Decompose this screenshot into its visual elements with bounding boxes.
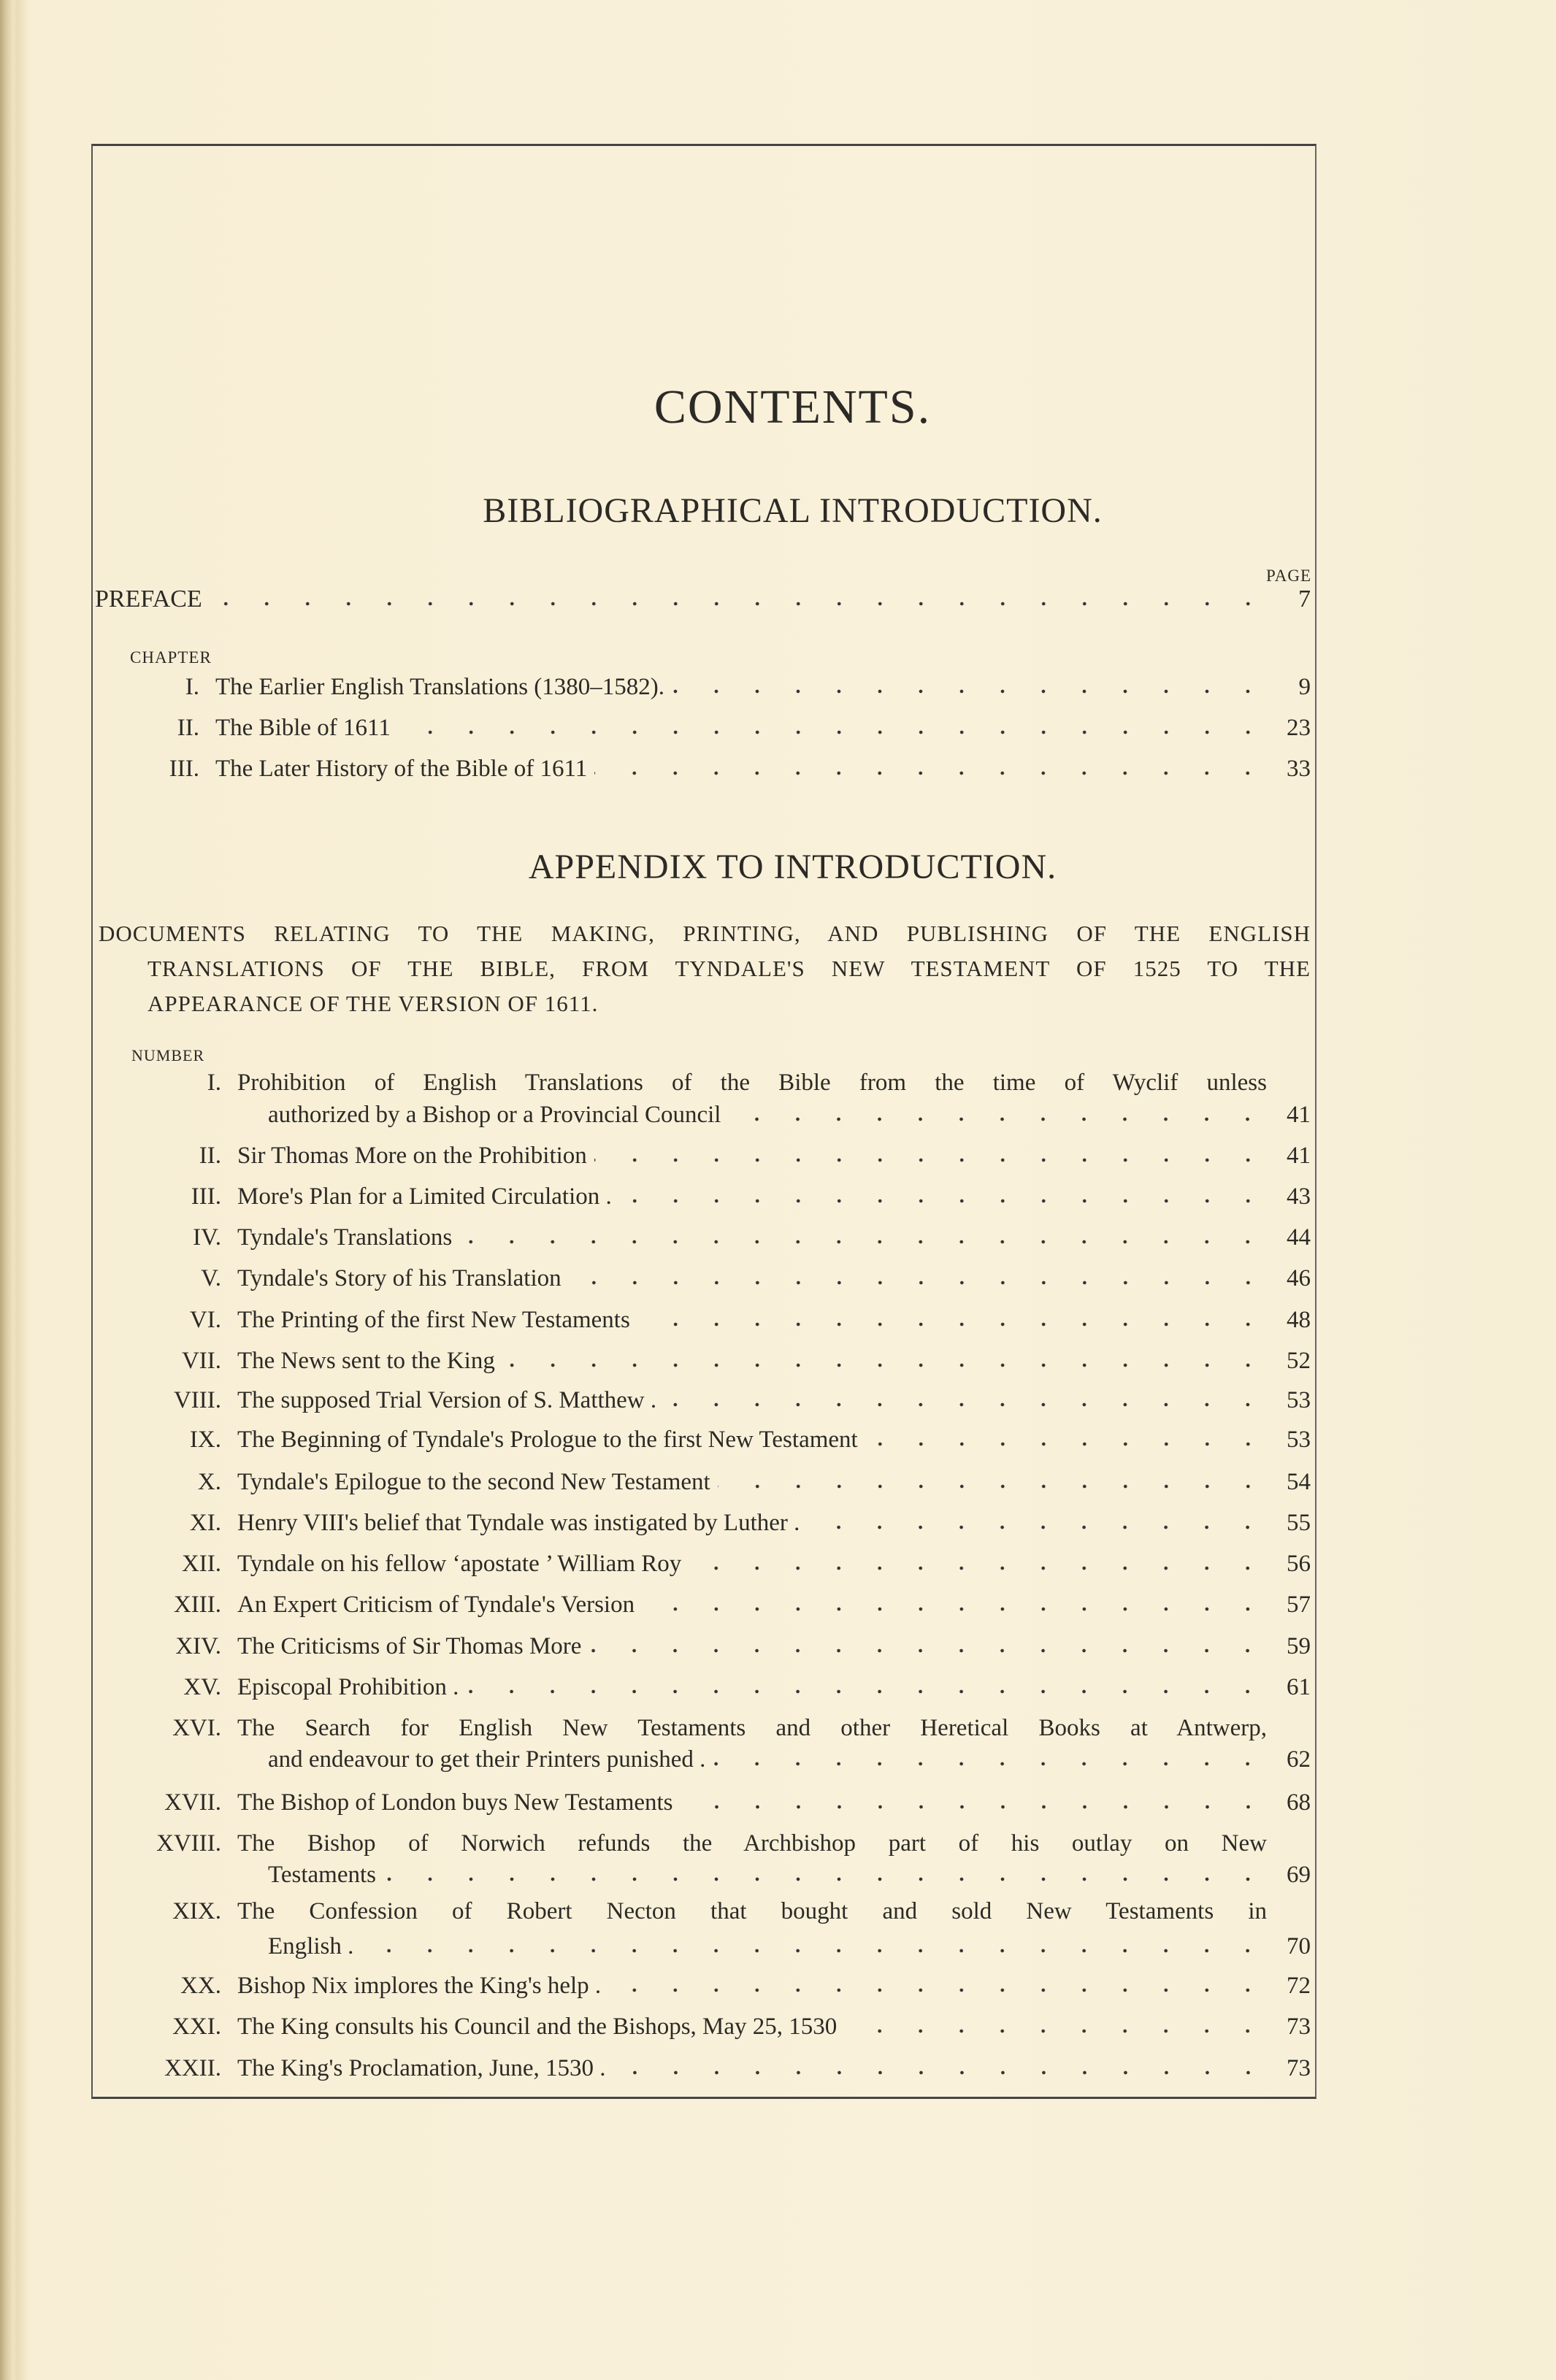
toc-entry[interactable]	[95, 1589, 1311, 1620]
entry-number: XXI.	[172, 2014, 221, 2040]
dot-leader	[713, 1761, 1268, 1767]
toc-entry[interactable]	[95, 1424, 1311, 1455]
entry-page: 53	[1287, 1387, 1311, 1413]
dot-leader	[466, 1689, 1268, 1694]
entry-title: Tyndale's Story of his Translation	[237, 1265, 562, 1291]
toc-entry[interactable]	[95, 1931, 1311, 1962]
toc-entry-preface[interactable]	[95, 584, 1311, 615]
entry-title: The Bishop of London buys New Testaments	[237, 1789, 673, 1816]
dot-leader	[807, 1524, 1268, 1530]
dot-leader	[664, 1402, 1268, 1408]
entry-page: 73	[1287, 2014, 1311, 2040]
entry-number: I.	[207, 1070, 221, 1096]
toc-entry[interactable]	[95, 1385, 1311, 1416]
entry-number: VI.	[189, 1307, 221, 1333]
dot-leader	[681, 1804, 1268, 1810]
entry-page: 62	[1287, 1746, 1311, 1773]
toc-entry[interactable]	[95, 1970, 1311, 2001]
entry-number: III.	[169, 756, 199, 782]
entry-number: IV.	[193, 1224, 221, 1251]
entry-title: More's Plan for a Limited Circulation .	[237, 1183, 612, 1210]
entry-title: Tyndale's Translations	[237, 1224, 453, 1251]
section-heading-appendix: APPENDIX TO INTRODUCTION.	[528, 848, 1057, 886]
toc-entry[interactable]	[95, 1859, 1311, 1890]
dot-leader	[728, 1116, 1268, 1122]
entry-title: The Bishop of Norwich refunds the Archbishop part of his outlay on New	[237, 1830, 1267, 1857]
entry-page: 73	[1287, 2055, 1311, 2081]
description-line: TRANSLATIONS OF THE BIBLE, FROM TYNDALE'S NEW TESTAMENT OF 1525 TO THE	[147, 956, 1311, 981]
entry-title: The King's Proclamation, June, 1530 .	[237, 2055, 606, 2081]
toc-entry[interactable]	[95, 1787, 1311, 1818]
entry-number: II.	[177, 715, 199, 741]
entry-page: 61	[1287, 1674, 1311, 1700]
entry-page: 43	[1287, 1183, 1311, 1210]
toc-entry[interactable]	[95, 1713, 1311, 1743]
entry-number: XIV.	[175, 1633, 221, 1659]
entry-number: III.	[191, 1183, 221, 1210]
entry-number: XV.	[183, 1674, 221, 1700]
entry-title: The Criticisms of Sir Thomas More	[237, 1633, 582, 1659]
entry-number: I.	[185, 674, 199, 700]
toc-entry[interactable]	[95, 1828, 1311, 1859]
entry-title: Prohibition of English Translations of the Bible from the time of Wyclif unless	[237, 1070, 1267, 1096]
entry-page: 48	[1287, 1307, 1311, 1333]
dot-leader	[569, 1280, 1268, 1286]
entry-page: 54	[1287, 1469, 1311, 1495]
entry-title: Tyndale's Epilogue to the second New Testament	[237, 1469, 710, 1495]
entry-title: Episcopal Prohibition .	[237, 1674, 459, 1700]
page-column-label: PAGE	[1266, 567, 1311, 585]
dot-leader	[502, 1362, 1268, 1368]
appendix-description	[99, 916, 1311, 1021]
dot-leader	[594, 770, 1268, 776]
toc-entry[interactable]	[95, 1140, 1311, 1171]
dot-leader	[608, 1987, 1268, 1993]
toc-entry[interactable]	[95, 1508, 1311, 1538]
entry-number: VII.	[181, 1348, 221, 1374]
entry-page: 68	[1287, 1789, 1311, 1816]
entry-page: 7	[1298, 586, 1311, 613]
entry-number: XVIII.	[156, 1830, 221, 1857]
entry-page: 57	[1287, 1592, 1311, 1618]
entry-number: XII.	[181, 1551, 221, 1577]
entry-title: The King consults his Council and the Bishops, May 25, 1530	[237, 2014, 838, 2040]
dot-leader	[844, 2028, 1268, 2034]
dot-leader	[594, 1157, 1268, 1163]
entry-title: The supposed Trial Version of S. Matthew .	[237, 1387, 657, 1413]
entry-title: The Earlier English Translations (1380–1582).	[215, 674, 665, 700]
number-column-label: NUMBER	[131, 1046, 205, 1064]
entry-title: The Confession of Robert Necton that bought and sold New Testaments in	[237, 1898, 1267, 1924]
entry-title: The Printing of the first New Testaments	[237, 1307, 630, 1333]
entry-number: XI.	[189, 1510, 221, 1536]
toc-entry[interactable]	[95, 1099, 1311, 1130]
entry-number: XIII.	[173, 1592, 221, 1618]
entry-title: Testaments	[268, 1862, 376, 1888]
entry-title: Tyndale on his fellow ‘apostate ’ William Roy	[237, 1551, 682, 1577]
toc-entry[interactable]	[95, 1548, 1311, 1579]
dot-leader	[672, 688, 1268, 694]
dot-leader	[210, 601, 1268, 607]
toc-entry[interactable]	[95, 713, 1311, 743]
dot-leader	[383, 1876, 1268, 1882]
entry-title: An Expert Criticism of Tyndale's Version	[237, 1592, 635, 1618]
dot-leader	[361, 1948, 1268, 1954]
description-line: APPEARANCE OF THE VERSION OF 1611.	[147, 991, 599, 1016]
entry-number: XVII.	[164, 1789, 221, 1816]
page-title: CONTENTS.	[654, 380, 932, 434]
dot-leader	[637, 1321, 1268, 1327]
entry-number: XVI.	[172, 1715, 221, 1741]
entry-page: 41	[1287, 1143, 1311, 1169]
toc-entry[interactable]	[95, 1067, 1311, 1098]
entry-page: 53	[1287, 1427, 1311, 1453]
entry-number: VIII.	[173, 1387, 221, 1413]
entry-title: The Search for English New Testaments and other Heretical Books at Antwerp,	[237, 1715, 1267, 1741]
section-heading-bibliographical: BIBLIOGRAPHICAL INTRODUCTION.	[483, 491, 1103, 530]
entry-title: Sir Thomas More on the Prohibition	[237, 1143, 587, 1169]
toc-entry[interactable]	[95, 1222, 1311, 1253]
dot-leader	[459, 1239, 1268, 1245]
entry-page: 69	[1287, 1862, 1311, 1888]
entry-title: Bishop Nix implores the King's help .	[237, 1973, 602, 1999]
dot-leader	[718, 1483, 1268, 1489]
toc-entry[interactable]	[95, 1263, 1311, 1294]
entry-page: 55	[1287, 1510, 1311, 1536]
dot-leader	[865, 1441, 1268, 1447]
entry-number: IX.	[189, 1427, 221, 1453]
entry-page: 23	[1287, 715, 1311, 741]
entry-title: Henry VIII's belief that Tyndale was instigated by Luther .	[237, 1510, 800, 1536]
toc-entry[interactable]	[95, 2011, 1311, 2042]
entry-page: 70	[1287, 1933, 1311, 1959]
toc-entry[interactable]	[95, 1305, 1311, 1335]
toc-entry[interactable]	[95, 672, 1311, 702]
dot-leader	[613, 2070, 1268, 2076]
entry-page: 72	[1287, 1973, 1311, 1999]
toc-entry[interactable]	[95, 753, 1311, 784]
toc-entry[interactable]	[95, 1467, 1311, 1497]
entry-page: 9	[1298, 674, 1311, 700]
toc-entry[interactable]	[95, 1896, 1311, 1927]
entry-number: II.	[199, 1143, 221, 1169]
entry-number: V.	[201, 1265, 221, 1291]
entry-page: 52	[1287, 1348, 1311, 1374]
entry-title: PREFACE	[95, 586, 202, 613]
toc-entry[interactable]	[95, 1346, 1311, 1376]
entry-title: authorized by a Bishop or a Provincial Council	[268, 1102, 721, 1128]
dot-leader	[589, 1648, 1268, 1654]
toc-entry[interactable]	[95, 1631, 1311, 1662]
entry-page: 46	[1287, 1265, 1311, 1291]
entry-page: 56	[1287, 1551, 1311, 1577]
dot-leader	[619, 1198, 1268, 1204]
toc-entry[interactable]	[95, 1744, 1311, 1775]
toc-entry[interactable]	[95, 1672, 1311, 1703]
entry-number: XIX.	[172, 1898, 221, 1924]
entry-title: and endeavour to get their Printers punished .	[268, 1746, 706, 1773]
chapter-column-label: CHAPTER	[130, 648, 212, 667]
entry-number: XX.	[180, 1973, 221, 1999]
toc-entry[interactable]	[95, 1181, 1311, 1212]
dot-leader	[689, 1565, 1268, 1571]
dot-leader	[642, 1606, 1268, 1612]
entry-title: The Bible of 1611	[215, 715, 391, 741]
entry-title: The News sent to the King	[237, 1348, 495, 1374]
entry-number: X.	[197, 1469, 221, 1495]
entry-title: English .	[268, 1933, 354, 1959]
entry-title: The Later History of the Bible of 1611	[215, 756, 588, 782]
entry-page: 44	[1287, 1224, 1311, 1251]
dot-leader	[398, 729, 1268, 735]
toc-entry[interactable]	[95, 2053, 1311, 2084]
entry-title: The Beginning of Tyndale's Prologue to the first New Testament	[237, 1427, 858, 1453]
description-line: DOCUMENTS RELATING TO THE MAKING, PRINTING, AND PUBLISHING OF THE ENGLISH	[99, 921, 1311, 946]
entry-page: 59	[1287, 1633, 1311, 1659]
entry-page: 33	[1287, 756, 1311, 782]
entry-number: XXII.	[164, 2055, 221, 2081]
entry-page: 41	[1287, 1102, 1311, 1128]
